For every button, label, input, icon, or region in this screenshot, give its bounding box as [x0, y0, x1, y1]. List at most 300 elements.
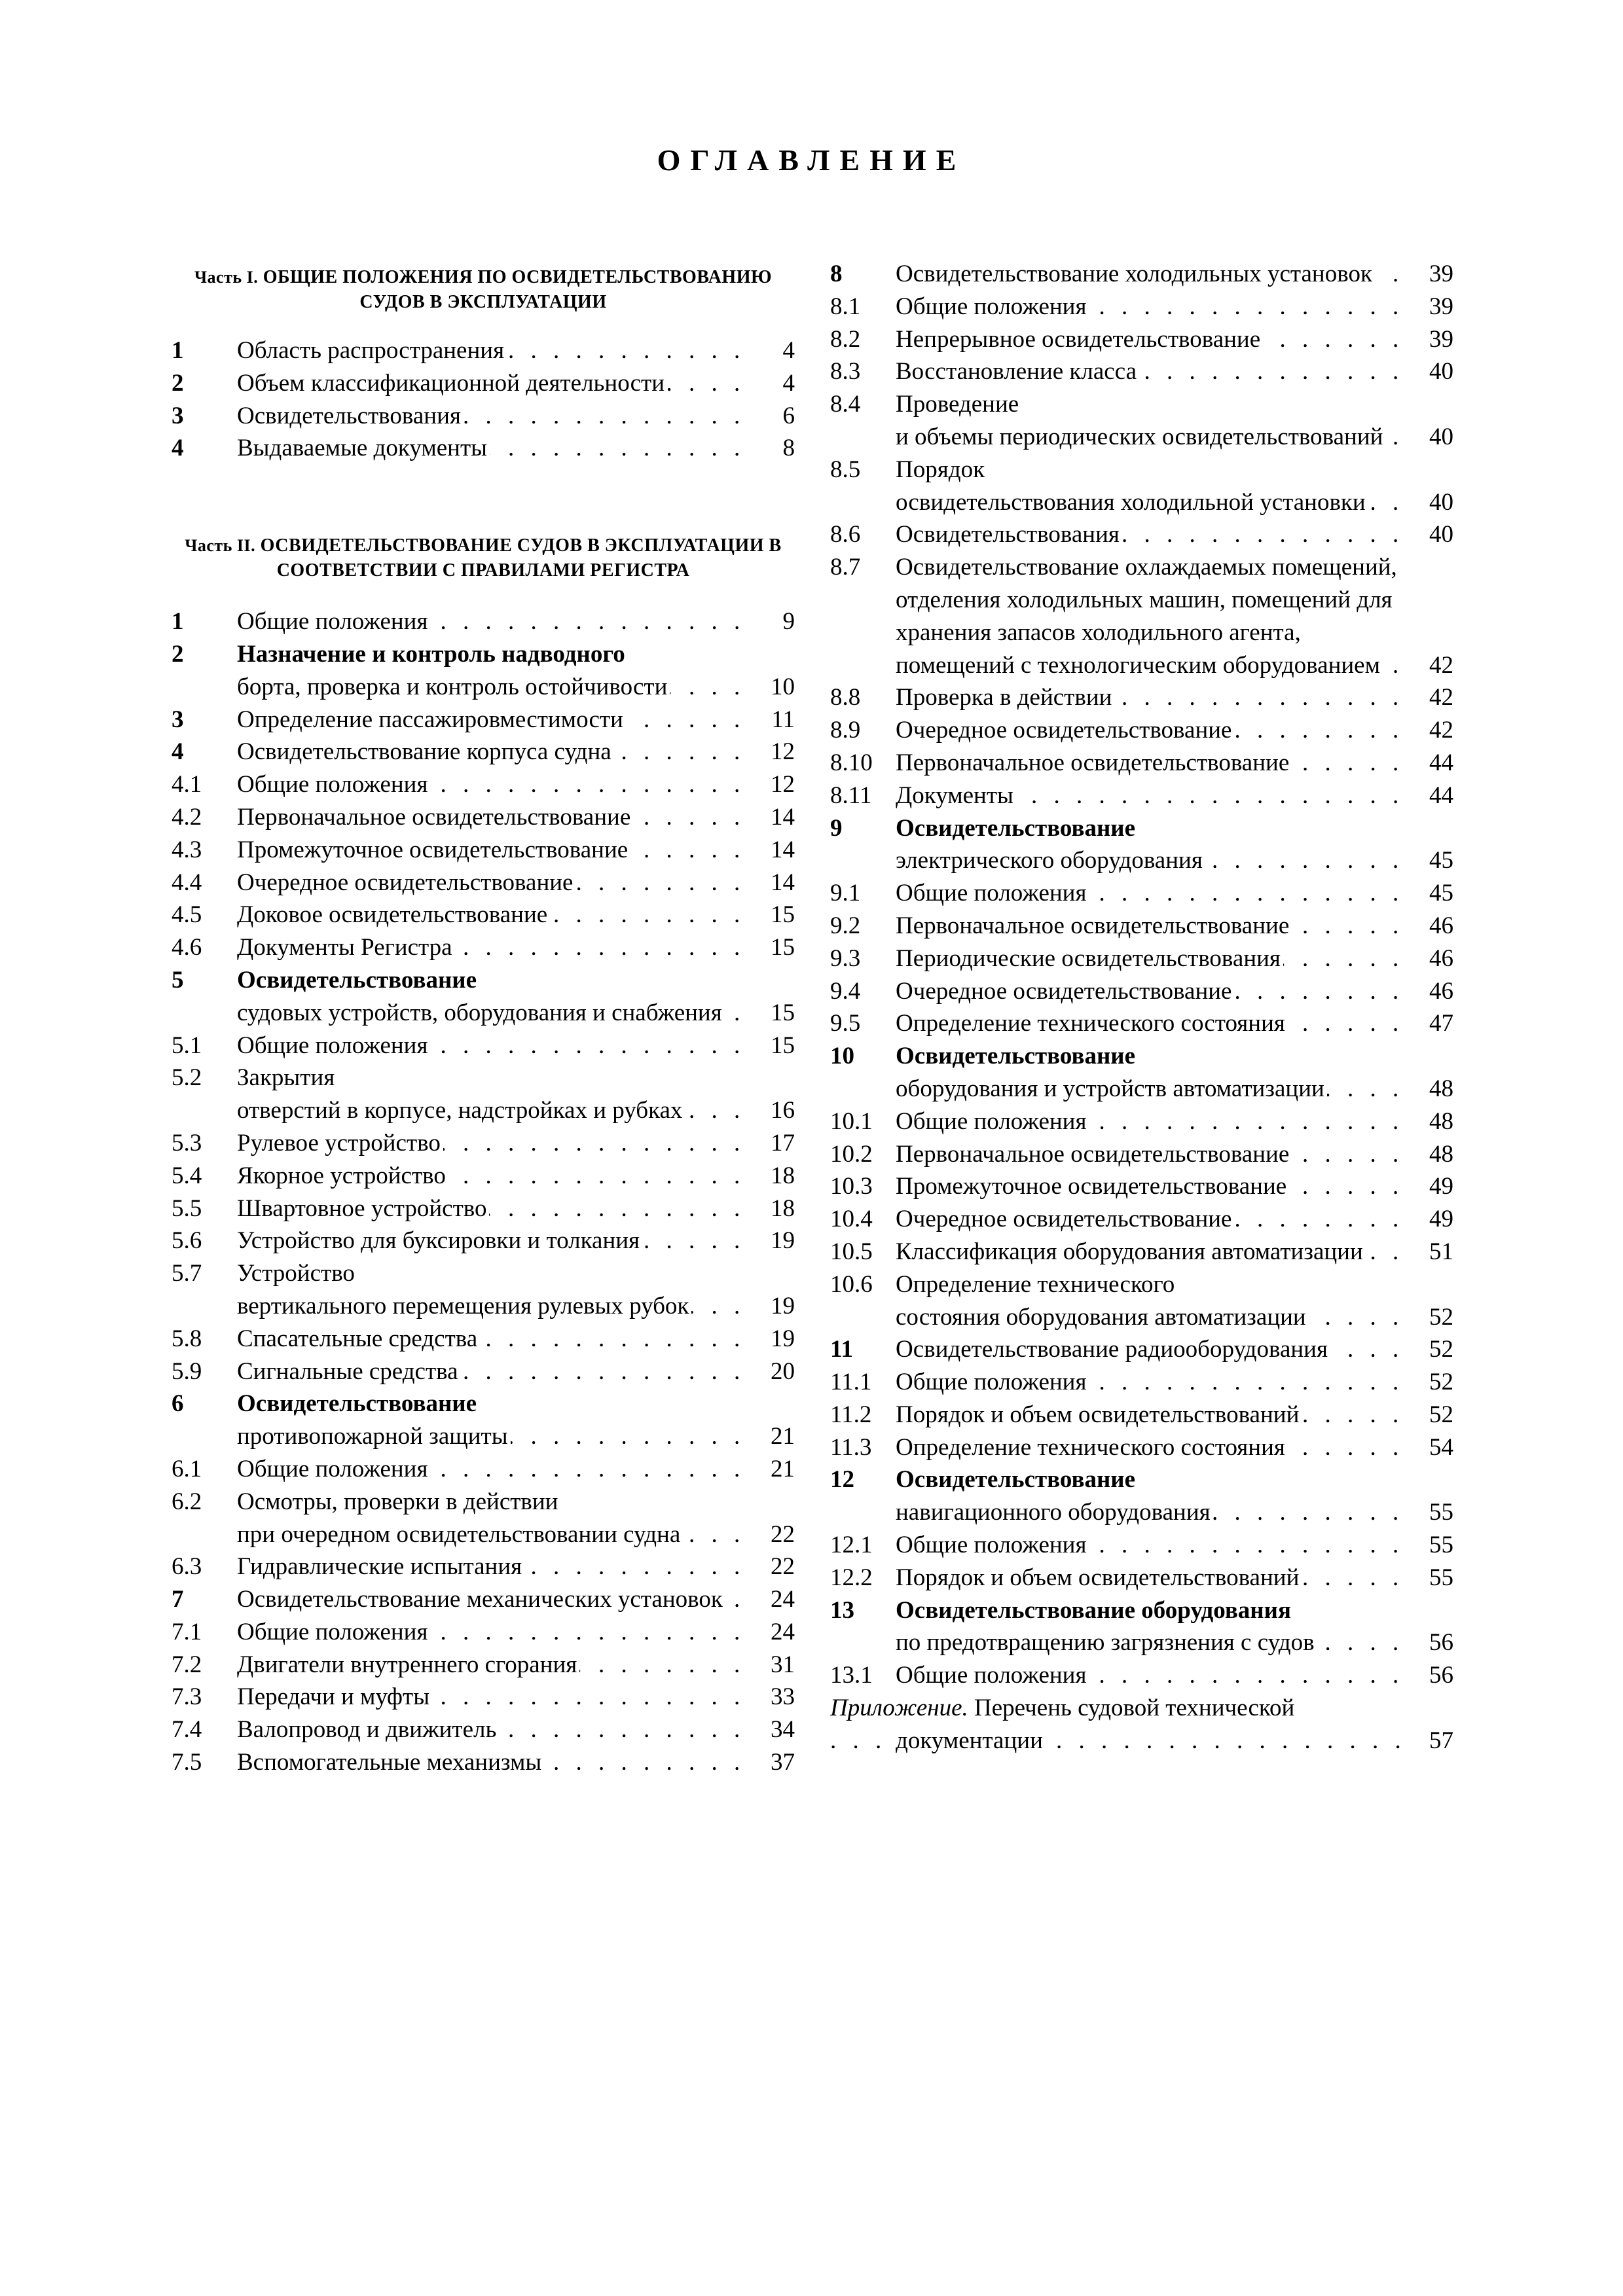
dot-leader: Восстановление класса . . .	[896, 355, 1414, 388]
entry-number: 7.2	[172, 1651, 202, 1678]
toc-entry[interactable]	[830, 1431, 1453, 1464]
entry-page: 40	[1429, 488, 1453, 516]
toc-entry[interactable]	[830, 1170, 1453, 1203]
entry-number: 10.2	[830, 1140, 873, 1168]
dot-leader: отверстий в корпусе, надстройках и рубках . . .	[237, 1094, 756, 1127]
entry-number: 4.2	[172, 803, 202, 831]
dot-leader: Непрерывное освидетельствование . . .	[896, 323, 1414, 356]
dot-leader: оборудования и устройств автоматизации . . .	[896, 1073, 1414, 1105]
toc-entry[interactable]	[172, 931, 795, 964]
dot-leader: борта, проверка и контроль остойчивости . . .	[237, 671, 756, 704]
entry-page: 47	[1429, 1010, 1453, 1037]
entry-title: Закрытия	[237, 1064, 335, 1092]
entry-page: 46	[1429, 977, 1453, 1005]
entry-page: 15	[771, 901, 795, 929]
entry-number: 13.1	[830, 1662, 873, 1689]
entry-number: 8.4	[830, 391, 861, 418]
dot-leader: Общие положения . . .	[896, 877, 1414, 910]
entry-page: 8	[782, 435, 795, 462]
entry-page: 12	[771, 771, 795, 798]
entry-page: 14	[771, 803, 795, 831]
entry-number: 8.7	[830, 554, 861, 581]
entry-page: 56	[1429, 1662, 1453, 1689]
entry-page: 19	[771, 1227, 795, 1255]
dot-leader: электрического оборудования . . .	[896, 844, 1414, 877]
entry-page: 15	[771, 999, 795, 1026]
entry-page: 15	[771, 1031, 795, 1059]
toc-entry[interactable]	[830, 1562, 1453, 1594]
entry-number: 5.8	[172, 1325, 202, 1352]
part1-entries	[172, 334, 795, 465]
entry-page: 48	[1429, 1075, 1453, 1102]
entry-number: 9.4	[830, 977, 861, 1005]
part2-title: ОСВИДЕТЕЛЬСТВОВАНИЕ СУДОВ В ЭКСПЛУАТАЦИИ В СООТВЕТСТВИИ С ПРАВИЛАМИ РЕГИСТРА	[260, 535, 782, 581]
dot-leader: Якорное устройство . . .	[237, 1160, 756, 1193]
toc-entry[interactable]	[172, 1616, 795, 1649]
toc-entry[interactable]	[830, 975, 1453, 1008]
entry-page: 24	[771, 1586, 795, 1613]
entry-page: 49	[1429, 1206, 1453, 1233]
entry-number: 10	[830, 1043, 854, 1070]
dot-leader: Освидетельствование корпуса судна . . .	[237, 736, 756, 768]
entry-page: 21	[771, 1455, 795, 1482]
dot-leader: Гидравлические испытания . . .	[237, 1551, 756, 1583]
page-title: ОГЛАВЛЕНИЕ	[657, 143, 966, 177]
toc-entry[interactable]	[172, 1062, 795, 1127]
toc-entry[interactable]	[830, 877, 1453, 910]
entry-page: 20	[771, 1357, 795, 1385]
dot-leader: Документы Регистра . . .	[237, 931, 756, 964]
entry-page: 55	[1429, 1564, 1453, 1591]
entry-number: 8.9	[830, 717, 861, 744]
dot-leader: Общие положения . . .	[896, 291, 1414, 323]
entry-page: 18	[771, 1162, 795, 1189]
entry-number: 2	[172, 369, 184, 397]
entry-number: 12.1	[830, 1532, 873, 1559]
dot-leader: Классификация оборудования автоматизации . . .	[896, 1236, 1414, 1268]
entry-page: 33	[771, 1683, 795, 1711]
toc-entry[interactable]	[830, 910, 1453, 942]
entry-page: 42	[1429, 651, 1453, 679]
entry-title: Проведение	[896, 391, 1019, 418]
part2-heading	[172, 533, 795, 583]
entry-number: 2	[172, 640, 184, 668]
dot-leader: Освидетельствование радиооборудования . . .	[896, 1333, 1414, 1366]
entry-number: 7	[172, 1586, 184, 1613]
entry-title: Освидетельствование	[237, 966, 477, 994]
part2-entries	[172, 605, 795, 1779]
toc-entry[interactable]	[830, 1007, 1453, 1040]
toc-entry[interactable]	[830, 1659, 1453, 1692]
dot-leader: Периодические освидетельствования . . .	[896, 942, 1414, 975]
dot-leader: Общие положения . . .	[237, 1453, 756, 1486]
entry-number: 11.2	[830, 1401, 872, 1428]
dot-leader: Общие положения . . .	[237, 768, 756, 801]
entry-number: 5.5	[172, 1194, 202, 1222]
entry-number: 8.3	[830, 358, 861, 386]
dot-leader: Определение технического состояния . . .	[896, 1007, 1414, 1040]
toc-entry[interactable]	[172, 899, 795, 931]
dot-leader: Передачи и муфты . . .	[237, 1681, 756, 1713]
toc-entry[interactable]	[172, 1030, 795, 1062]
entry-number: 10.1	[830, 1107, 873, 1135]
entry-page: 55	[1429, 1499, 1453, 1526]
entry-page: 52	[1429, 1303, 1453, 1331]
entry-number: 9.3	[830, 944, 861, 972]
entry-page: 44	[1429, 749, 1453, 776]
toc-entry[interactable]	[172, 334, 795, 367]
right-entries	[830, 258, 1453, 1692]
entry-number: 7.3	[172, 1683, 202, 1711]
toc-entry[interactable]	[172, 1746, 795, 1779]
entry-number: 6.2	[172, 1488, 202, 1515]
entry-title: Освидетельствование	[896, 814, 1136, 842]
entry-number: 1	[172, 608, 184, 636]
entry-number: 8.11	[830, 781, 872, 809]
entry-page: 17	[771, 1129, 795, 1157]
toc-entry[interactable]	[830, 1105, 1453, 1138]
dot-leader: Общие положения . . .	[237, 1616, 756, 1649]
appendix-tail	[830, 1725, 1414, 1757]
entry-page: 4	[782, 337, 795, 364]
entry-number: 5.7	[172, 1260, 202, 1287]
toc-entry[interactable]	[830, 518, 1453, 551]
dot-leader: Общие положения . . .	[237, 605, 756, 638]
entry-page: 18	[771, 1194, 795, 1222]
toc-entry[interactable]	[172, 964, 795, 1030]
entry-title: Порядок	[896, 456, 985, 483]
entry-number: 3	[172, 402, 184, 429]
entry-page: 39	[1429, 325, 1453, 353]
entry-title: Освидетельствование	[237, 1390, 477, 1418]
toc-entry[interactable]	[172, 1257, 795, 1323]
toc-right-column	[830, 258, 1453, 1757]
toc-entry[interactable]	[172, 1649, 795, 1681]
entry-page: 46	[1429, 912, 1453, 939]
entry-number: 5.1	[172, 1031, 202, 1059]
entry-page: 19	[771, 1292, 795, 1319]
entry-page: 52	[1429, 1401, 1453, 1428]
toc-entry[interactable]	[172, 1127, 795, 1160]
toc-entry[interactable]	[830, 1594, 1453, 1660]
toc-entry[interactable]	[830, 388, 1453, 454]
dot-leader: Общие положения . . .	[896, 1529, 1414, 1562]
toc-entry[interactable]	[172, 867, 795, 899]
entry-number: 5.6	[172, 1227, 202, 1255]
dot-leader: Первоначальное освидетельствование . . .	[896, 910, 1414, 942]
entry-page: 52	[1429, 1336, 1453, 1363]
dot-leader: Общие положения . . .	[896, 1659, 1414, 1692]
entry-title: Освидетельствование оборудования	[896, 1596, 1291, 1624]
toc-entry[interactable]	[830, 1529, 1453, 1562]
entry-page: 52	[1429, 1369, 1453, 1396]
toc-entry[interactable]	[830, 681, 1453, 714]
entry-title: Освидетельствование	[896, 1466, 1136, 1494]
entry-number: 3	[172, 706, 184, 733]
dot-leader: судовых устройств, оборудования и снабжения . . .	[237, 997, 756, 1030]
entry-page: 45	[1429, 880, 1453, 907]
part1-title: ОБЩИЕ ПОЛОЖЕНИЯ ПО ОСВИДЕТЕЛЬСТВОВАНИЮ СУДОВ В ЭКСПЛУАТАЦИИ	[263, 267, 773, 312]
dot-leader: Первоначальное освидетельствование . . .	[896, 1138, 1414, 1171]
dot-leader: Освидетельствования . . .	[896, 518, 1414, 551]
entry-number: 4.1	[172, 771, 202, 798]
entry-number: 4.4	[172, 869, 202, 896]
dot-leader: Швартовное устройство . . .	[237, 1193, 756, 1225]
entry-number: 4	[172, 738, 184, 766]
entry-number: 7.5	[172, 1749, 202, 1776]
dot-leader: Очередное освидетельствование . . .	[896, 714, 1414, 747]
entry-page: 19	[771, 1325, 795, 1352]
entry-number: 8.8	[830, 684, 861, 711]
toc-entry[interactable]	[172, 432, 795, 465]
dot-leader: Общие положения . . .	[896, 1366, 1414, 1399]
dot-leader: Очередное освидетельствование . . .	[896, 975, 1414, 1008]
entry-page: 44	[1429, 781, 1453, 809]
dot-leader: противопожарной защиты . . .	[237, 1420, 756, 1453]
entry-page: 39	[1429, 260, 1453, 287]
entry-page: 9	[782, 608, 795, 636]
entry-number: 4.6	[172, 934, 202, 961]
entry-page: 16	[771, 1097, 795, 1124]
dot-leader: по предотвращению загрязнения с судов . . .	[896, 1626, 1414, 1659]
entry-number: 6.3	[172, 1553, 202, 1581]
entry-page: 39	[1429, 293, 1453, 320]
toc-entry[interactable]	[172, 1486, 795, 1551]
entry-page: 42	[1429, 684, 1453, 711]
entry-page: 42	[1429, 717, 1453, 744]
entry-number: 12.2	[830, 1564, 873, 1591]
entry-page: 46	[1429, 944, 1453, 972]
toc-entry[interactable]	[172, 638, 795, 704]
toc-left-column	[172, 265, 795, 1779]
appendix-page: 57	[1429, 1727, 1453, 1754]
entry-number: 4.3	[172, 836, 202, 863]
dot-leader: Валопровод и движитель . . .	[237, 1713, 756, 1746]
toc-entry[interactable]	[830, 291, 1453, 323]
entry-page: 51	[1429, 1238, 1453, 1265]
entry-number: 9.2	[830, 912, 861, 939]
toc-entry[interactable]	[172, 801, 795, 834]
entry-number: 10.6	[830, 1270, 873, 1298]
entry-title: Назначение и контроль надводного	[237, 640, 625, 668]
entry-number: 9.5	[830, 1010, 861, 1037]
dot-leader: Первоначальное освидетельствование . . .	[896, 747, 1414, 780]
dot-leader: Освидетельствования . . .	[237, 400, 756, 433]
entry-number: 8.1	[830, 293, 861, 320]
dot-leader: Порядок и объем освидетельствований . . .	[896, 1562, 1414, 1594]
toc-entry[interactable]	[830, 1040, 1453, 1105]
dot-leader: Двигатели внутреннего сгорания . . .	[237, 1649, 756, 1681]
entry-page: 14	[771, 836, 795, 863]
entry-number: 5	[172, 966, 184, 994]
dot-leader: Вспомогательные механизмы . . .	[237, 1746, 756, 1779]
toc-entry[interactable]	[830, 747, 1453, 780]
entry-page: 22	[771, 1520, 795, 1548]
dot-leader: навигационного оборудования . . .	[896, 1496, 1414, 1529]
toc-entry[interactable]	[830, 1366, 1453, 1399]
entry-title: Освидетельствование	[896, 1043, 1136, 1070]
dot-leader: Общие положения . . .	[896, 1105, 1414, 1138]
toc-entry[interactable]	[830, 1203, 1453, 1236]
toc-entry[interactable]	[830, 551, 1453, 681]
part1-label: Часть I.	[194, 268, 259, 287]
dot-leader: Освидетельствование механических установок . . .	[237, 1583, 756, 1616]
entry-number: 12	[830, 1466, 854, 1494]
entry-page: 40	[1429, 423, 1453, 450]
dot-leader: состояния оборудования автоматизации . . .	[896, 1301, 1414, 1334]
dot-leader: Порядок и объем освидетельствований . . .	[896, 1399, 1414, 1431]
toc-entry[interactable]	[172, 1453, 795, 1486]
entry-number: 10.3	[830, 1173, 873, 1200]
entry-number: 11.3	[830, 1433, 872, 1461]
toc-entry[interactable]	[172, 834, 795, 867]
toc-entry[interactable]	[172, 1583, 795, 1616]
part1-heading	[172, 265, 795, 315]
dot-leader: Сигнальные средства . . .	[237, 1355, 756, 1388]
entry-page: 34	[771, 1716, 795, 1744]
entry-page: 56	[1429, 1629, 1453, 1657]
entry-page: 24	[771, 1618, 795, 1645]
entry-number: 11.1	[830, 1369, 872, 1396]
toc-entry[interactable]	[830, 1236, 1453, 1268]
entry-number: 5.3	[172, 1129, 202, 1157]
entry-number: 8.10	[830, 749, 873, 776]
dot-leader: Очередное освидетельствование . . .	[237, 867, 756, 899]
toc-entry[interactable]	[172, 1323, 795, 1355]
dot-leader: Документы . . .	[896, 780, 1414, 812]
entry-page: 4	[782, 369, 795, 397]
toc-entry[interactable]	[830, 355, 1453, 388]
appendix-entry[interactable]	[830, 1692, 1453, 1757]
dot-leader: освидетельствования холодильной установки . . .	[896, 486, 1414, 519]
entry-number: 4	[172, 435, 184, 462]
entry-page: 22	[771, 1553, 795, 1581]
entry-number: 9	[830, 814, 843, 842]
toc-entry[interactable]	[172, 1388, 795, 1453]
dot-leader: Доковое освидетельствование . . .	[237, 899, 756, 931]
entry-number: 8	[830, 260, 843, 287]
entry-number: 10.4	[830, 1206, 873, 1233]
appendix-first-line	[830, 1692, 1414, 1725]
toc-entry[interactable]	[172, 736, 795, 768]
entry-title: Осмотры, проверки в действии	[237, 1488, 558, 1515]
toc-entry[interactable]	[172, 768, 795, 801]
dot-leader: Промежуточное освидетельствование . . .	[237, 834, 756, 867]
toc-entry[interactable]	[830, 1268, 1453, 1334]
entry-page: 40	[1429, 521, 1453, 548]
entry-number: 6.1	[172, 1455, 202, 1482]
dot-leader: Первоначальное освидетельствование . . .	[237, 801, 756, 834]
entry-number: 8.2	[830, 325, 861, 353]
entry-number: 11	[830, 1336, 853, 1363]
entry-number: 9.1	[830, 880, 861, 907]
dot-leader: Объем классификационной деятельности . . .	[237, 367, 756, 400]
dot-leader: при очередном освидетельствовании судна . . .	[237, 1518, 756, 1551]
toc-entry[interactable]	[172, 1193, 795, 1225]
entry-page: 12	[771, 738, 795, 766]
dot-leader: Устройство для буксировки и толкания . . .	[237, 1225, 756, 1257]
entry-page: 49	[1429, 1173, 1453, 1200]
dot-leader: Общие положения . . .	[237, 1030, 756, 1062]
toc-entry[interactable]	[172, 1713, 795, 1746]
toc-entry[interactable]	[172, 1160, 795, 1193]
dot-leader: Очередное освидетельствование . . .	[896, 1203, 1414, 1236]
dot-leader: и объемы периодических освидетельствований . . .	[896, 421, 1414, 454]
part2-label: Часть II.	[185, 536, 256, 556]
entry-page: 48	[1429, 1140, 1453, 1168]
dot-leader: помещений с технологическим оборудованием . . .	[896, 649, 1414, 682]
toc-entry[interactable]	[830, 812, 1453, 878]
entry-title: Устройство	[237, 1260, 355, 1287]
dot-leader: Спасательные средства . . .	[237, 1323, 756, 1355]
entry-number: 7.4	[172, 1716, 202, 1744]
entry-page: 11	[771, 706, 795, 733]
entry-page: 54	[1429, 1433, 1453, 1461]
entry-page: 48	[1429, 1107, 1453, 1135]
toc-entry[interactable]	[172, 367, 795, 400]
appendix-label: Приложение.	[830, 1695, 968, 1722]
entry-page: 14	[771, 869, 795, 896]
toc-entry[interactable]	[830, 323, 1453, 356]
entry-number: 8.5	[830, 456, 861, 483]
toc-entry[interactable]	[172, 1355, 795, 1388]
toc-entry[interactable]	[830, 1138, 1453, 1171]
toc-entry[interactable]	[830, 1463, 1453, 1529]
entry-page: 40	[1429, 358, 1453, 386]
entry-page: 10	[771, 673, 795, 700]
toc-entry[interactable]	[830, 258, 1453, 291]
dot-leader: Освидетельствование холодильных установок . . .	[896, 258, 1414, 291]
toc-entry[interactable]	[172, 1225, 795, 1257]
entry-page: 55	[1429, 1532, 1453, 1559]
entry-number: 6	[172, 1390, 184, 1418]
dot-leader: Область распространения . . .	[237, 334, 756, 367]
toc-entry[interactable]	[830, 942, 1453, 975]
toc-entry[interactable]	[830, 714, 1453, 747]
entry-number: 13	[830, 1596, 854, 1624]
entry-page: 37	[771, 1749, 795, 1776]
toc-entry[interactable]	[830, 1333, 1453, 1366]
appendix-text: Перечень судовой технической	[974, 1695, 1295, 1722]
toc-entry[interactable]	[172, 704, 795, 736]
toc-entry[interactable]	[172, 400, 795, 433]
entry-number: 8.6	[830, 521, 861, 548]
toc-entry[interactable]	[830, 1399, 1453, 1431]
toc-entry[interactable]	[172, 1681, 795, 1713]
toc-entry[interactable]	[172, 1551, 795, 1583]
entry-page: 15	[771, 934, 795, 961]
entry-page: 31	[771, 1651, 795, 1678]
entry-page: 6	[782, 402, 795, 429]
toc-entry[interactable]	[830, 780, 1453, 812]
toc-entry[interactable]	[830, 454, 1453, 519]
entry-page: 21	[771, 1423, 795, 1450]
entry-number: 7.1	[172, 1618, 202, 1645]
entry-title: Освидетельствование охлаждаемых помещений, отделения холодильных машин, помещений для хранения запасов холодильного агента,	[896, 554, 1397, 646]
entry-number: 10.5	[830, 1238, 873, 1265]
entry-number: 5.9	[172, 1357, 202, 1385]
entry-page: 45	[1429, 847, 1453, 874]
dot-leader: Проверка в действии . . .	[896, 681, 1414, 714]
toc-entry[interactable]	[172, 605, 795, 638]
entry-title: Определение технического	[896, 1270, 1175, 1298]
dot-leader: Промежуточное освидетельствование . . .	[896, 1170, 1414, 1203]
dot-leader: Выдаваемые документы . . .	[237, 432, 756, 465]
entry-number: 4.5	[172, 901, 202, 929]
dot-leader: Определение технического состояния . . .	[896, 1431, 1414, 1464]
dot-leader: вертикального перемещения рулевых рубок . . .	[237, 1290, 756, 1323]
appendix-text-last: документации	[896, 1727, 1046, 1754]
